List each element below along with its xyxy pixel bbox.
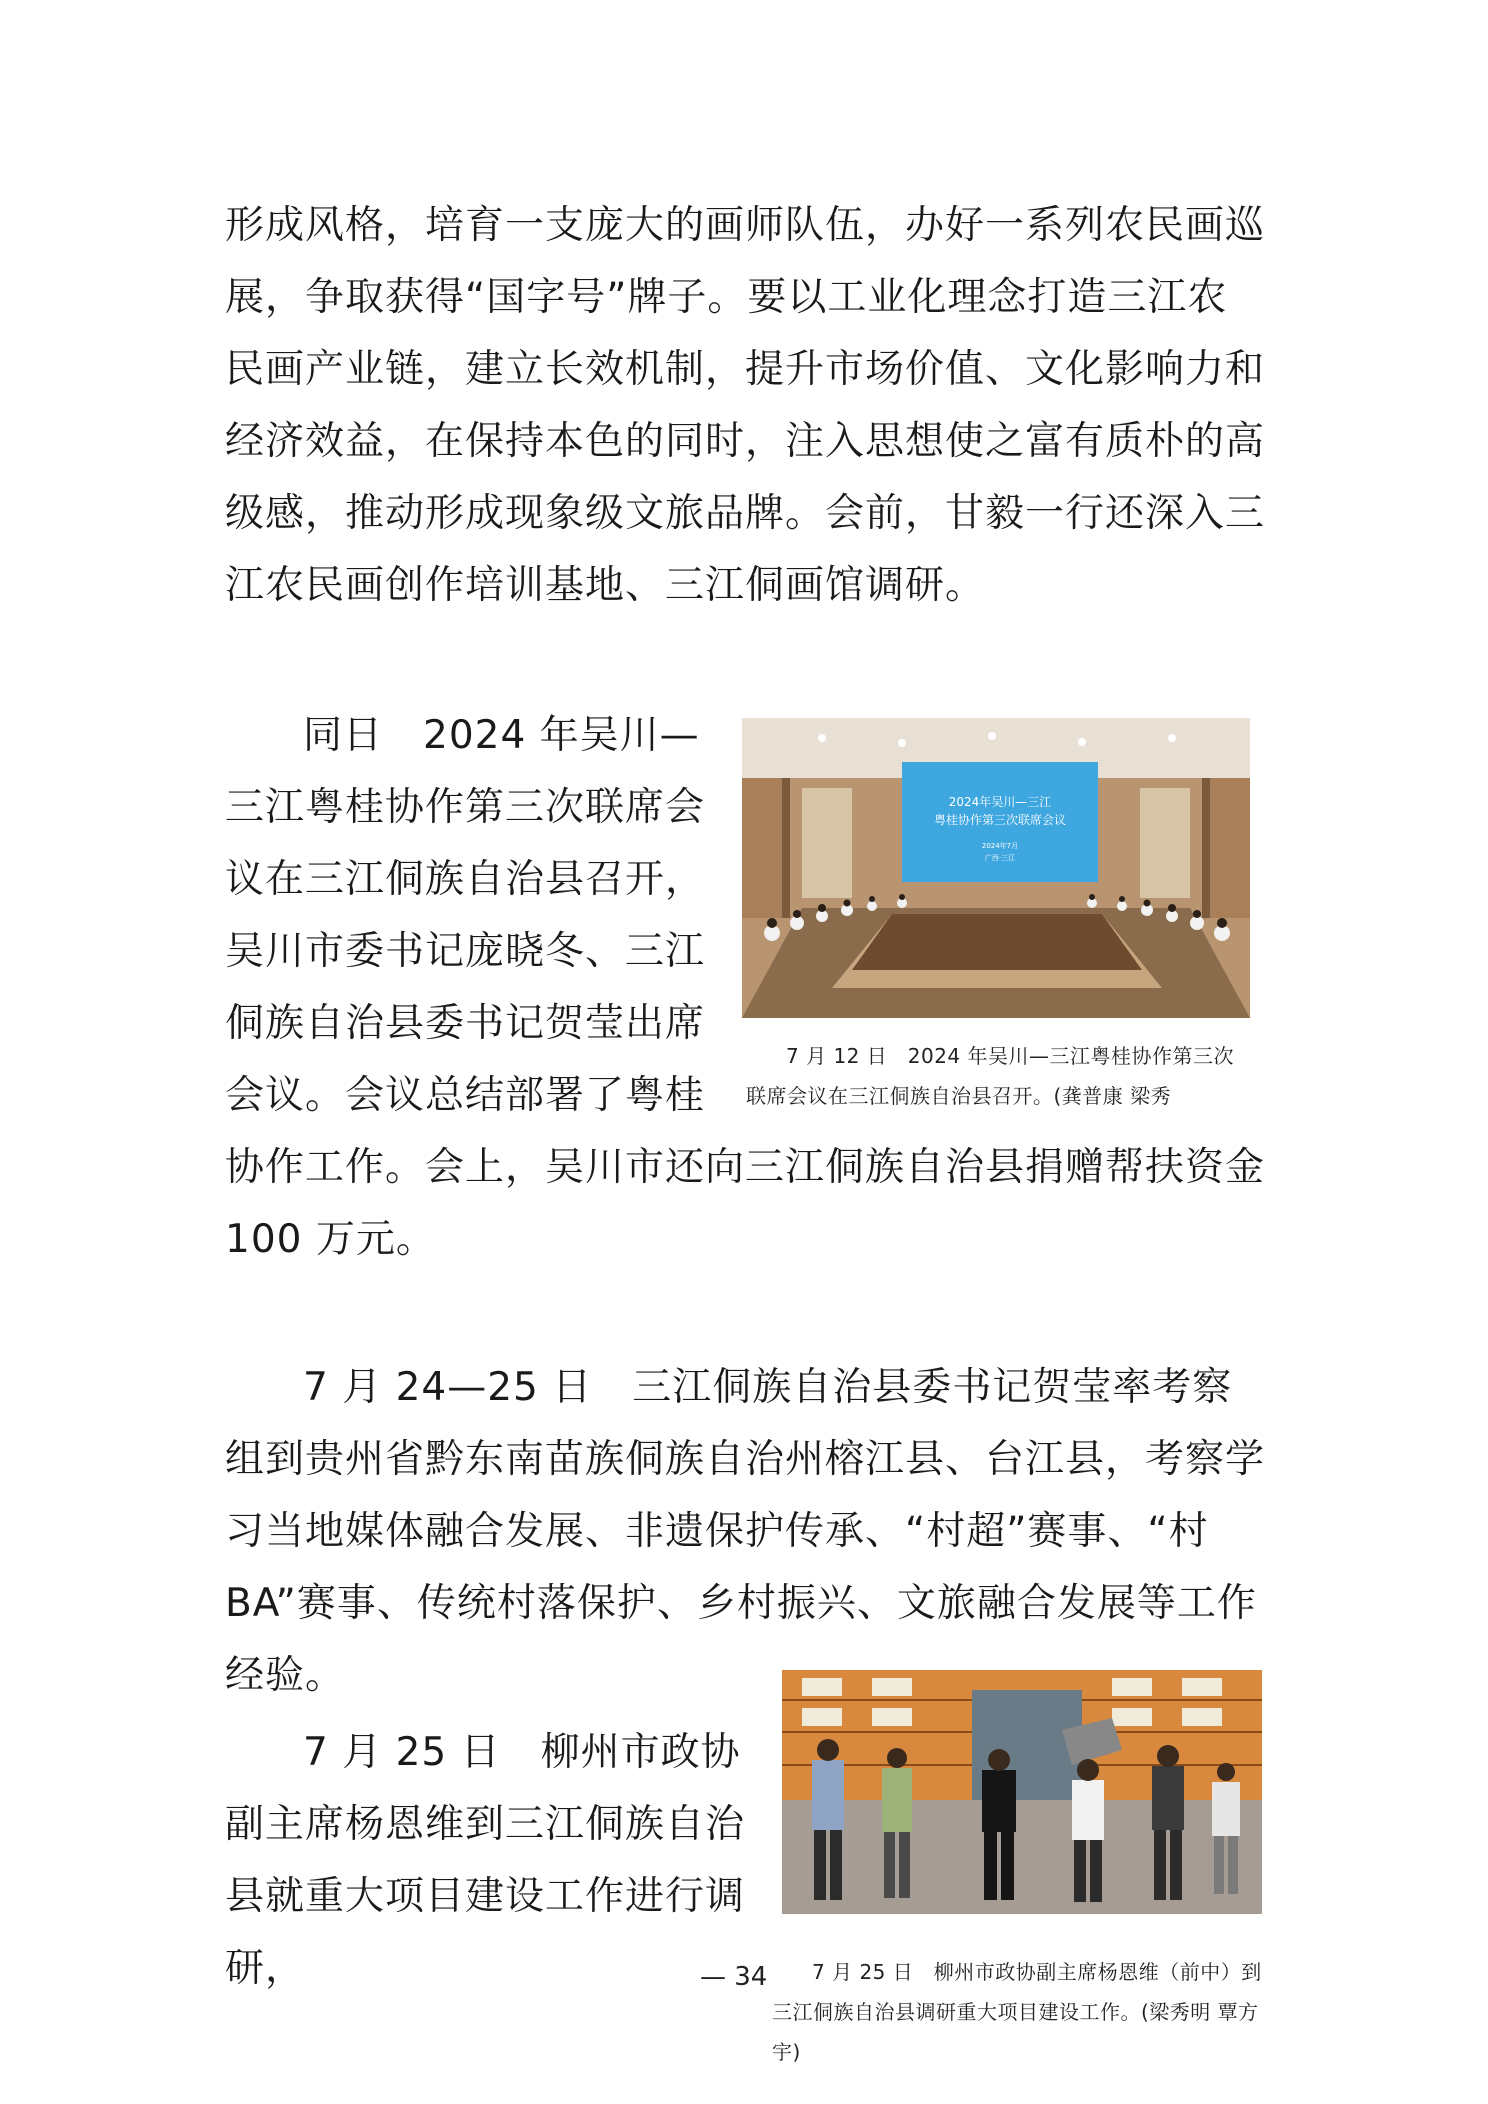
conference-photo [742, 718, 1250, 1018]
paragraph-2-wrapped: 同日 2024 年吴川—三江粤桂协作第三次联席会议在三江侗族自治县召开，吴川市委书记庞晓冬、三江侗族自治县委书记贺莹出席会议。会议总结部署了粤桂 [225, 713, 706, 1118]
paragraph-4-wrapped: 7 月 25 日 柳州市政协副主席杨恩维到三江侗族自治县就重大项目建设工作进行调研， [225, 1730, 746, 1991]
page-number: — 34 [700, 1962, 768, 1992]
paragraph-1: 形成风格，培育一支庞大的画师队伍，办好一系列农民画巡展，争取获得“国字号”牌子。要以工业化理念打造三江农民画产业链，建立长效机制，提升市场价值、文化影响力和经济效益，在保持本色的同时，注入思想使之富有质朴的高级感，推动形成现象级文旅品牌。会前，甘毅一行还深入三江农民画创作培训基地、三江侗画馆调研。 [225, 203, 1266, 608]
screen-title-line1: 2024年吴川—三江 [948, 795, 1052, 809]
figure-inspection [772, 1670, 1262, 2064]
figure-conference-caption: 7 月 12 日 2024 年吴川—三江粤桂协作第三次联席会议在三江侗族自治县召开。(龚普康 梁秀 [746, 1044, 1235, 1108]
figure-inspection-caption: 7 月 25 日 柳州市政协副主席杨恩维（前中）到三江侗族自治县调研重大项目建设工作。(梁秀明 覃方宇) [772, 1960, 1262, 2064]
paragraph-2-rest: 协作工作。会上，吴川市还向三江侗族自治县捐赠帮扶资金 100 万元。 [225, 1145, 1266, 1262]
paragraph-3: 7 月 24—25 日 三江侗族自治县委书记贺莹率考察组到贵州省黔东南苗族侗族自治州榕江县、台江县，考察学习当地媒体融合发展、非遗保护传承、“村超”赛事、“村 BA”赛事、传统村落保护、乡村振兴、文旅融合发展等工作经验。 [225, 1365, 1266, 1698]
figure-conference [742, 718, 1250, 1108]
screen-sub1: 2024年7月 [981, 842, 1019, 850]
inspection-photo [782, 1670, 1262, 1914]
screen-title-line2: 粤桂协作第三次联席会议 [933, 813, 1067, 827]
screen-sub2: 广西·三江 [984, 854, 1016, 862]
